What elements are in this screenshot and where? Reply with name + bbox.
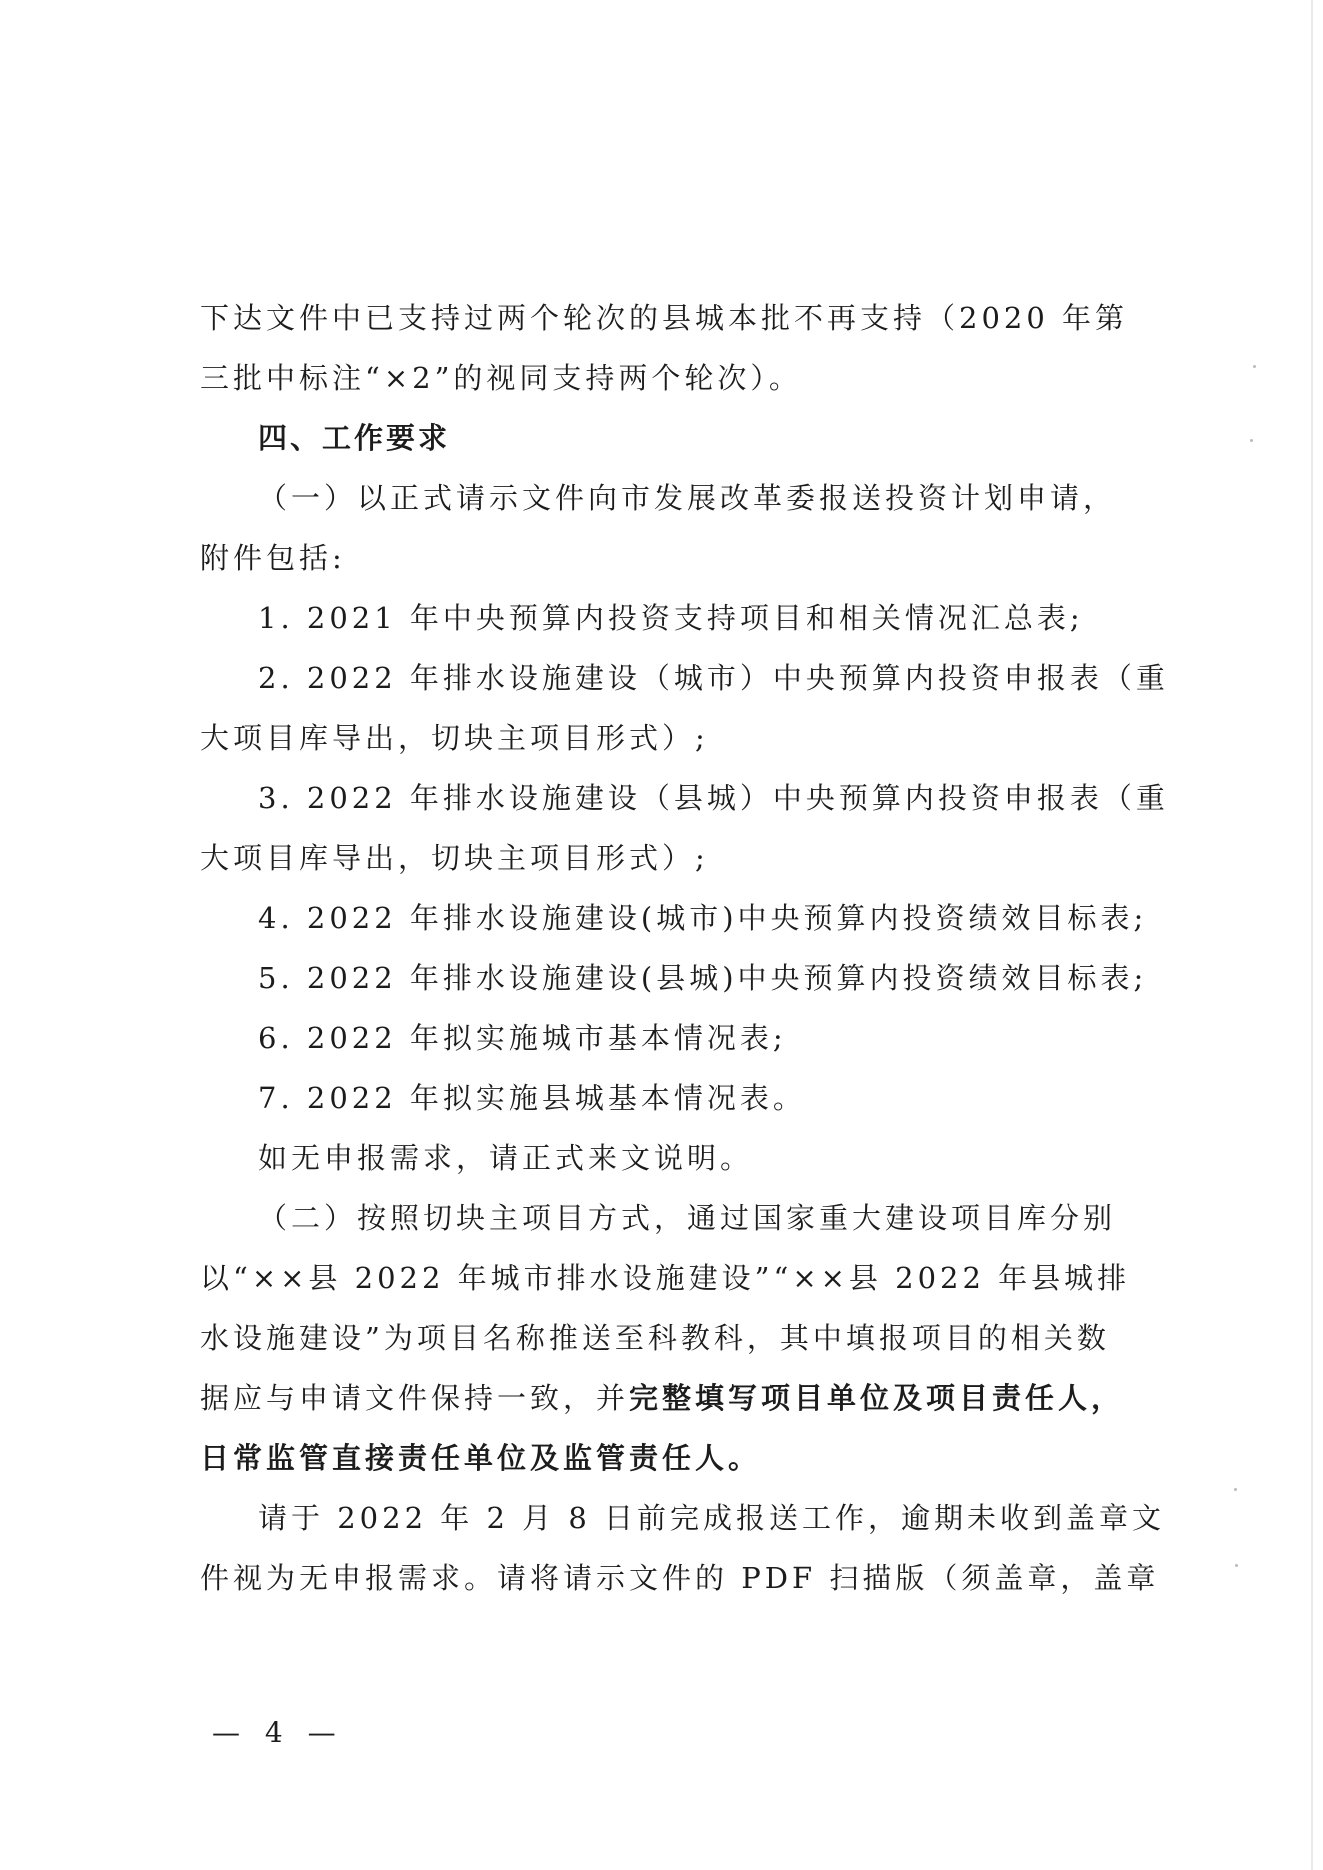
text-run: 据应与申请文件保持一致，并 — [200, 1381, 630, 1415]
text-line: 大项目库导出，切块主项目形式）; — [200, 841, 709, 875]
list-item: 6. 2022 年拟实施城市基本情况表; — [258, 1021, 787, 1055]
scan-speck — [1234, 1488, 1237, 1491]
text-line: （一）以正式请示文件向市发展改革委报送投资计划申请， — [258, 481, 1117, 515]
list-item: 1. 2021 年中央预算内投资支持项目和相关情况汇总表; — [258, 601, 1084, 635]
scan-speck — [1250, 439, 1253, 442]
scan-speck — [1235, 1564, 1238, 1567]
section-heading: 四、工作要求 — [258, 421, 451, 455]
text-line: 水设施建设”为项目名称推送至科教科，其中填报项目的相关数 — [200, 1321, 1110, 1355]
bold-text-line: 日常监管直接责任单位及监管责任人。 — [200, 1441, 762, 1475]
text-line: 下达文件中已支持过两个轮次的县城本批不再支持（2020 年第 — [200, 301, 1129, 335]
text-line: 件视为无申报需求。请将请示文件的 PDF 扫描版（须盖章，盖章 — [200, 1561, 1160, 1595]
bold-text-run: 完整填写项目单位及项目责任人， — [629, 1381, 1125, 1415]
scan-speck — [1253, 365, 1256, 368]
text-line: 请于 2022 年 2 月 8 日前完成报送工作，逾期未收到盖章文 — [258, 1501, 1166, 1535]
text-line: 大项目库导出，切块主项目形式）; — [200, 721, 709, 755]
page-edge — [1311, 0, 1313, 1870]
page-number: — 4 — — [212, 1716, 344, 1749]
text-line: （二）按照切块主项目方式，通过国家重大建设项目库分别 — [258, 1201, 1117, 1235]
list-item: 5. 2022 年排水设施建设(县城)中央预算内投资绩效目标表; — [258, 961, 1148, 995]
list-item: 2. 2022 年排水设施建设（城市）中央预算内投资申报表（重 — [258, 661, 1169, 695]
text-line: 附件包括: — [200, 541, 346, 575]
text-line: 如无申报需求，请正式来文说明。 — [258, 1141, 754, 1175]
list-item: 7. 2022 年拟实施县城基本情况表。 — [258, 1081, 806, 1115]
list-item: 3. 2022 年排水设施建设（县城）中央预算内投资申报表（重 — [258, 781, 1169, 815]
text-line — [200, 1378, 1130, 1422]
text-line: 以“××县 2022 年城市排水设施建设”“××县 2022 年县城排 — [200, 1261, 1131, 1295]
list-item: 4. 2022 年排水设施建设(城市)中央预算内投资绩效目标表; — [258, 901, 1148, 935]
text-line: 三批中标注“×2”的视同支持两个轮次）。 — [200, 361, 802, 395]
